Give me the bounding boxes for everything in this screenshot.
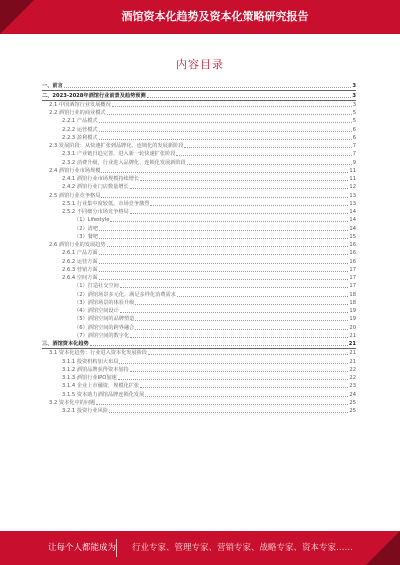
toc-entry-title: 2.2.2 运营模式 [62, 126, 98, 133]
toc-entry[interactable] [42, 266, 356, 274]
footer-roles: 行业专家、管理专家、营销专家、战略专家、资本专家…… [132, 543, 354, 553]
toc-entry-title: 2.6 酒馆行业的发展趋势 [49, 242, 106, 248]
toc-entry[interactable] [42, 117, 356, 125]
toc-entry-page: 21 [349, 358, 356, 365]
toc-entry-page: 19 [349, 316, 356, 323]
toc-entry-page: 21 [348, 341, 356, 347]
toc-entry-title: 3.2 资本化中的问题 [49, 399, 96, 406]
toc-entry-title: 2.4 酒馆行业市场规模 [49, 167, 101, 174]
toc-entry[interactable] [42, 340, 356, 349]
toc-leader-dots [130, 371, 349, 372]
toc-entry[interactable] [42, 167, 356, 175]
toc-leader-dots [119, 363, 348, 364]
toc-entry-title: 3.2.1 投资行业风险 [62, 408, 108, 414]
toc-leader-dots [99, 271, 349, 272]
toc-entry-page: 5 [352, 118, 356, 125]
toc-entry[interactable] [42, 216, 356, 224]
toc-entry[interactable] [42, 158, 356, 166]
header-corner-decoration [0, 0, 34, 34]
toc-entry-title: （4）酒馆空间设计 [74, 308, 119, 314]
toc-entry[interactable] [42, 332, 356, 340]
toc-entry-title: 3.1.1 投资机构加大布局 [62, 358, 119, 365]
toc-entry-page: 6 [352, 134, 356, 141]
toc-entry-title: 2.3 发展阶段：从快速扩张到品牌化、连锁化的发展新阶段 [49, 143, 184, 149]
toc-entry[interactable] [42, 399, 356, 407]
toc-entry-title: 一、前言 [42, 83, 63, 90]
toc-leader-dots [107, 114, 352, 115]
toc-entry-page: 7 [352, 151, 356, 158]
toc-entry-page: 18 [349, 291, 356, 298]
toc-leader-dots [145, 396, 348, 397]
toc-entry[interactable] [42, 208, 356, 216]
toc-entry-title: 3.1.3 酒馆行业IPO加速 [62, 375, 117, 381]
toc-entry[interactable] [42, 315, 356, 323]
toc-leader-dots [99, 230, 348, 231]
toc-entry-title: （5）酒馆空间的品牌塑造 [74, 316, 135, 323]
toc-entry-page: 19 [349, 308, 356, 314]
toc-entry-page: 3 [352, 83, 356, 90]
toc-entry-page: 21 [349, 332, 356, 339]
toc-entry-page: 16 [349, 250, 356, 257]
toc-entry-title: 二、2023-2028年酒馆行业前景及趋势预测 [42, 92, 146, 99]
toc-leader-dots [107, 246, 349, 247]
toc-entry-page: 17 [349, 275, 356, 281]
toc-leader-dots [99, 139, 352, 140]
toc-entry-title: （1）打造社交空间 [74, 283, 119, 290]
toc-entry-page: 14 [349, 217, 356, 224]
toc-leader-dots [184, 147, 351, 148]
toc-entry[interactable] [42, 241, 356, 249]
toc-entry-title: 2.1 中国酒馆行业发展概况 [49, 101, 111, 108]
toc-entry-page: 14 [349, 225, 356, 232]
toc-entry-page: 22 [349, 375, 356, 381]
toc-entry[interactable] [42, 150, 356, 158]
toc-leader-dots [130, 337, 348, 338]
footer-banner [0, 531, 400, 565]
toc-entry-page: 21 [349, 350, 356, 357]
toc-entry-page: 14 [349, 209, 356, 215]
report-title: 酒馆资本化趋势及资本化策略研究报告 [121, 10, 309, 23]
toc-entry-title: 2.6.1 产品方面 [62, 250, 98, 257]
toc-entry[interactable] [42, 233, 356, 241]
toc-leader-dots [130, 213, 349, 214]
footer-slogan: 让每个人都能成为 [48, 543, 117, 553]
toc-entry-title: 2.5 酒馆行业竞争格局 [49, 192, 101, 199]
toc-entry-page: 3 [352, 101, 356, 108]
toc-entry[interactable] [42, 274, 356, 282]
toc-entry[interactable] [42, 407, 356, 415]
toc-leader-dots [140, 180, 348, 181]
toc-entry[interactable] [42, 183, 356, 191]
toc-entry-title: 三、酒馆资本化趋势 [42, 341, 89, 347]
toc-entry-page: 25 [349, 408, 356, 414]
toc-entry-page: 24 [349, 391, 356, 398]
toc-entry-page: 17 [349, 266, 356, 273]
toc-entry-title: （7）酒馆空间的数字化 [74, 332, 130, 339]
toc-leader-dots [101, 197, 348, 198]
toc-entry[interactable] [42, 307, 356, 315]
toc-leader-dots [99, 263, 349, 264]
toc-entry[interactable] [42, 299, 356, 307]
toc-entry-page: 11 [349, 176, 356, 182]
toc-entry-title: （3）餐吧 [74, 233, 99, 240]
toc-entry[interactable] [42, 366, 356, 374]
toc-entry[interactable] [42, 175, 356, 183]
toc-leader-dots [135, 304, 348, 305]
toc-leader-dots [110, 221, 348, 222]
toc-entry-page: 7 [352, 143, 356, 149]
toc-entry-title: 2.4.2 酒馆行业门店数量增长 [62, 184, 129, 191]
toc-entry-title: （1）Lifestyle [74, 217, 110, 224]
toc-entry[interactable] [42, 134, 356, 142]
toc-leader-dots [90, 345, 348, 346]
toc-entry-page: 12 [349, 184, 356, 191]
toc-entry[interactable] [42, 257, 356, 265]
toc-leader-dots [99, 238, 348, 239]
toc-entry-title: 3.1.4 企业上市融资，规模化扩张 [62, 383, 140, 390]
toc-entry[interactable] [42, 125, 356, 133]
toc-leader-dots [130, 188, 349, 189]
toc-entry-title: （2）酒馆场景多元化，满足多样化消费需求 [74, 291, 176, 298]
toc-entry-title: （2）清吧 [74, 225, 99, 232]
toc-entry-page: 17 [349, 283, 356, 290]
toc-leader-dots [120, 287, 349, 288]
toc-entry-page: 25 [349, 399, 356, 406]
toc-entry-page: 22 [349, 366, 356, 373]
toc-entry-title: 2.2 酒馆行业的商业模式 [49, 110, 106, 116]
toc-entry[interactable] [42, 349, 356, 357]
toc-entry-page: 11 [349, 167, 356, 174]
toc-entry-title: （6）酒馆空间的跨界融合 [74, 324, 135, 331]
toc-leader-dots [120, 312, 349, 313]
toc-entry[interactable] [42, 374, 356, 382]
toc-entry-page: 13 [349, 192, 356, 199]
toc-entry[interactable] [42, 82, 356, 91]
toc-leader-dots [64, 87, 352, 88]
toc-leader-dots [176, 155, 351, 156]
toc-heading: 内容目录 [176, 58, 224, 71]
toc-entry[interactable] [42, 200, 356, 208]
toc-entry-page: 3 [352, 92, 356, 99]
toc-leader-dots [140, 387, 348, 388]
toc-entry[interactable] [42, 249, 356, 257]
toc-entry[interactable] [42, 382, 356, 390]
toc-entry-title: 2.3.2 消费升级，行业进入品牌化、连锁化发展新阶段 [62, 159, 186, 166]
toc-leader-dots [112, 106, 352, 107]
toc-leader-dots [99, 254, 349, 255]
toc-entry-title: 3.1.2 酒馆品牌获得资本加持 [62, 366, 129, 373]
toc-leader-dots [118, 379, 349, 380]
toc-entry-title: 2.5.2 不同细分市场竞争格局 [62, 209, 129, 215]
header-banner [0, 0, 400, 34]
footer-divider [116, 539, 117, 557]
toc-leader-dots [99, 122, 352, 123]
toc-leader-dots [148, 354, 348, 355]
toc-leader-dots [187, 164, 352, 165]
toc-entry-title: 3.1.5 资本助力酒馆品牌连锁化发展 [62, 391, 145, 398]
toc-leader-dots [135, 320, 348, 321]
toc-entry-page: 18 [349, 299, 356, 306]
toc-entry-page: 20 [349, 324, 356, 331]
toc-entry-page: 16 [349, 258, 356, 265]
toc-entry[interactable] [42, 390, 356, 398]
toc-entry-title: 2.6.2 运营方面 [62, 258, 98, 265]
toc-entry-page: 23 [349, 383, 356, 390]
toc-leader-dots [135, 329, 348, 330]
toc-leader-dots [99, 131, 352, 132]
toc-leader-dots [177, 296, 349, 297]
footer-corner-decoration [366, 531, 400, 565]
toc-entry-page: 13 [349, 200, 356, 207]
toc-entry-page: 15 [349, 233, 356, 240]
toc-entry-page: 9 [352, 159, 356, 166]
toc-entry[interactable] [42, 357, 356, 365]
toc-entry-title: （3）酒馆场景的体验升级 [74, 299, 135, 306]
toc-entry-title: 2.3.1 产业链日趋完善，进入新一轮快速扩张阶段 [62, 151, 176, 158]
toc-entry[interactable] [42, 282, 356, 290]
toc-entry-title: 2.2.1 产品模式 [62, 118, 98, 125]
toc-entry[interactable] [42, 109, 356, 117]
toc-leader-dots [101, 172, 348, 173]
toc-entry[interactable] [42, 142, 356, 150]
toc-entry-title: 2.2.3 盈利模式 [62, 134, 98, 141]
toc-leader-dots [96, 404, 348, 405]
toc-entry[interactable] [42, 101, 356, 109]
toc-entry-title: 2.6.4 空间方面 [62, 275, 98, 281]
toc-entry-title: 3.1 资本化趋势：行业进入资本化发展阶段 [49, 350, 148, 357]
toc-leader-dots [147, 97, 352, 98]
toc-leader-dots [150, 205, 348, 206]
toc-entry[interactable] [42, 290, 356, 298]
toc-entry-page: 5 [352, 110, 356, 116]
toc-entry-title: 2.6.3 营销方面 [62, 266, 98, 273]
table-of-contents [42, 82, 356, 415]
toc-entry[interactable] [42, 323, 356, 331]
toc-entry[interactable] [42, 224, 356, 232]
toc-leader-dots [109, 412, 348, 413]
toc-entry-page: 16 [349, 242, 356, 248]
toc-entry[interactable] [42, 91, 356, 100]
toc-entry-title: 2.4.1 酒馆行业市场规模持续增长 [62, 176, 140, 182]
toc-entry-title: 2.5.1 行业集中度较低，市场竞争激烈 [62, 200, 150, 207]
toc-entry[interactable] [42, 191, 356, 199]
toc-entry-page: 6 [352, 126, 356, 133]
toc-leader-dots [99, 279, 349, 280]
